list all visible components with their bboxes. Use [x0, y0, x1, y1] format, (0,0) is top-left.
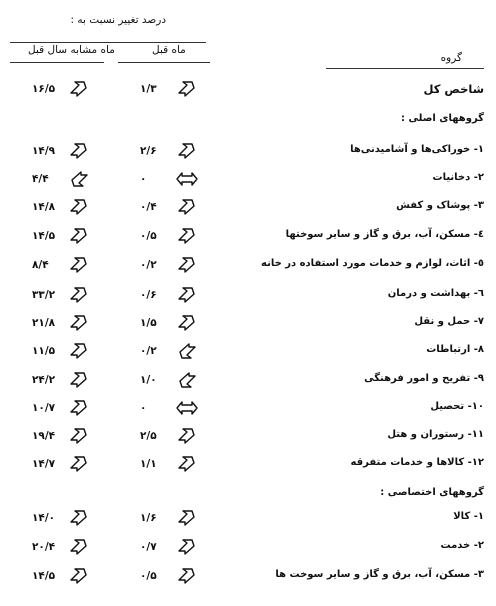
header-rule-mid — [118, 62, 210, 63]
arrow-up-icon — [176, 538, 198, 556]
arrow-up-icon — [68, 342, 90, 360]
arrow-up-icon — [176, 567, 198, 585]
arrow-up-icon — [68, 399, 90, 417]
same-month-last-year-value: ۲۴/۲ — [32, 374, 56, 386]
row-label: ۸- ارتباطات — [426, 344, 484, 355]
column-header-same-month-last-year: ماه مشابه سال قبل — [28, 44, 115, 56]
arrow-up-icon — [176, 286, 198, 304]
arrow-up-icon — [68, 371, 90, 389]
section-heading-row — [0, 110, 496, 132]
same-month-last-year-value: ۲۰/۴ — [32, 541, 56, 553]
prev-month-value: ۱/۵ — [140, 317, 157, 329]
same-month-last-year-value: ۱۰/۷ — [32, 402, 56, 414]
row-label: ۲- خدمت — [440, 540, 484, 551]
prev-month-value: ۰/۲ — [140, 345, 157, 357]
prev-month-value: ۰/۵ — [140, 230, 157, 242]
header-rule-left — [10, 62, 104, 63]
same-month-last-year-value: ۱۹/۴ — [32, 430, 56, 442]
same-month-last-year-value: ۱۴/۰ — [32, 512, 56, 524]
table-row — [0, 454, 496, 476]
section-heading: گروههای اصلی : — [401, 113, 484, 124]
row-label: ۱- کالا — [453, 511, 484, 522]
table-row — [0, 370, 496, 392]
arrow-up-icon — [68, 142, 90, 160]
arrow-up-icon — [68, 286, 90, 304]
arrow-down-icon — [68, 170, 90, 188]
prev-month-value: ۱/۰ — [140, 374, 157, 386]
prev-month-value: ۰/۷ — [140, 541, 157, 553]
table-row — [0, 255, 496, 277]
arrow-up-icon — [68, 256, 90, 274]
arrow-up-icon — [176, 227, 198, 245]
table-row — [0, 313, 496, 335]
table-row — [0, 566, 496, 588]
same-month-last-year-value: ۱۱/۵ — [32, 345, 56, 357]
same-month-last-year-value: ۱۴/۸ — [32, 201, 56, 213]
change-title: درصد تغییر نسبت به : — [70, 14, 166, 26]
prev-month-value: ۰/۲ — [140, 259, 157, 271]
arrow-up-icon — [68, 427, 90, 445]
row-label: ۲- دخانیات — [432, 172, 484, 183]
table-row — [0, 226, 496, 248]
table-row — [0, 426, 496, 448]
same-month-last-year-value: ۳۳/۲ — [32, 289, 56, 301]
prev-month-value: ۰/۵ — [140, 570, 157, 582]
table-row — [0, 537, 496, 559]
row-label: ۱۲- کالاها و خدمات متفرقه — [350, 457, 484, 468]
arrow-up-icon — [68, 567, 90, 585]
table-row — [0, 398, 496, 420]
prev-month-value: ۱/۳ — [140, 83, 157, 95]
column-header-group: گروه — [440, 52, 462, 64]
same-month-last-year-value: ۲۱/۸ — [32, 317, 56, 329]
arrow-up-icon — [176, 455, 198, 473]
arrow-up-icon — [176, 509, 198, 527]
row-label: ۳- مسکن، آب، برق و گاز و سایر سوخت ها — [275, 569, 484, 580]
arrow-up-icon — [176, 142, 198, 160]
arrow-up-icon — [68, 314, 90, 332]
row-label: ۹- تفریح و امور فرهنگی — [364, 373, 484, 384]
prev-month-value: ۲/۶ — [140, 145, 157, 157]
row-label: ۷- حمل و نقل — [414, 316, 484, 327]
arrow-up-icon — [176, 256, 198, 274]
table-row — [0, 141, 496, 163]
row-label: ۱- خوراکی‌ها و آشامیدنی‌ها — [350, 144, 484, 155]
arrow-up-icon — [176, 314, 198, 332]
arrow-up-icon — [68, 538, 90, 556]
arrow-up-icon — [68, 509, 90, 527]
row-label: ٦- بهداشت و درمان — [387, 288, 484, 299]
same-month-last-year-value: ۸/۴ — [32, 259, 49, 271]
arrow-up-icon — [176, 198, 198, 216]
section-heading: گروههای اختصاصی : — [380, 487, 484, 498]
arrow-up-icon — [68, 455, 90, 473]
arrow-both-icon — [176, 170, 198, 188]
column-header-prev-month: ماه قبل — [152, 44, 186, 56]
table-row — [0, 508, 496, 530]
arrow-up-icon — [176, 427, 198, 445]
table-row — [0, 197, 496, 219]
table-row — [0, 169, 496, 191]
same-month-last-year-value: ۴/۴ — [32, 173, 49, 185]
table-row — [0, 79, 496, 101]
same-month-last-year-value: ۱۴/۹ — [32, 145, 56, 157]
table-row — [0, 285, 496, 307]
header-rule-top — [10, 42, 206, 43]
prev-month-value: ۰ — [140, 173, 147, 185]
arrow-up-icon — [68, 227, 90, 245]
row-label: ۱۰- تحصیل — [430, 401, 484, 412]
same-month-last-year-value: ۱۴/۵ — [32, 570, 56, 582]
row-label: شاخص کل — [423, 82, 484, 96]
same-month-last-year-value: ۱۴/۵ — [32, 230, 56, 242]
prev-month-value: ۰ — [140, 402, 147, 414]
arrow-up-icon — [176, 80, 198, 98]
row-label: ٥- اثاث، لوازم و خدمات مورد استفاده در خانه — [261, 258, 484, 269]
section-heading-row — [0, 484, 496, 506]
row-label: ٤- مسکن، آب، برق و گاز و سایر سوختها — [285, 229, 484, 240]
arrow-down-icon — [176, 371, 198, 389]
arrow-up-icon — [68, 80, 90, 98]
prev-month-value: ۱/۱ — [140, 458, 157, 470]
row-label: ۳- پوشاک و کفش — [396, 200, 484, 211]
prev-month-value: ۰/۶ — [140, 289, 157, 301]
arrow-down-icon — [176, 342, 198, 360]
prev-month-value: ۱/۶ — [140, 512, 157, 524]
table-row — [0, 341, 496, 363]
header-rule-group — [326, 68, 484, 69]
arrow-both-icon — [176, 399, 198, 417]
prev-month-value: ۲/۵ — [140, 430, 157, 442]
same-month-last-year-value: ۱۴/۷ — [32, 458, 56, 470]
prev-month-value: ۰/۴ — [140, 201, 157, 213]
arrow-up-icon — [68, 198, 90, 216]
same-month-last-year-value: ۱۶/۵ — [32, 83, 56, 95]
row-label: ۱۱- رستوران و هتل — [387, 429, 484, 440]
